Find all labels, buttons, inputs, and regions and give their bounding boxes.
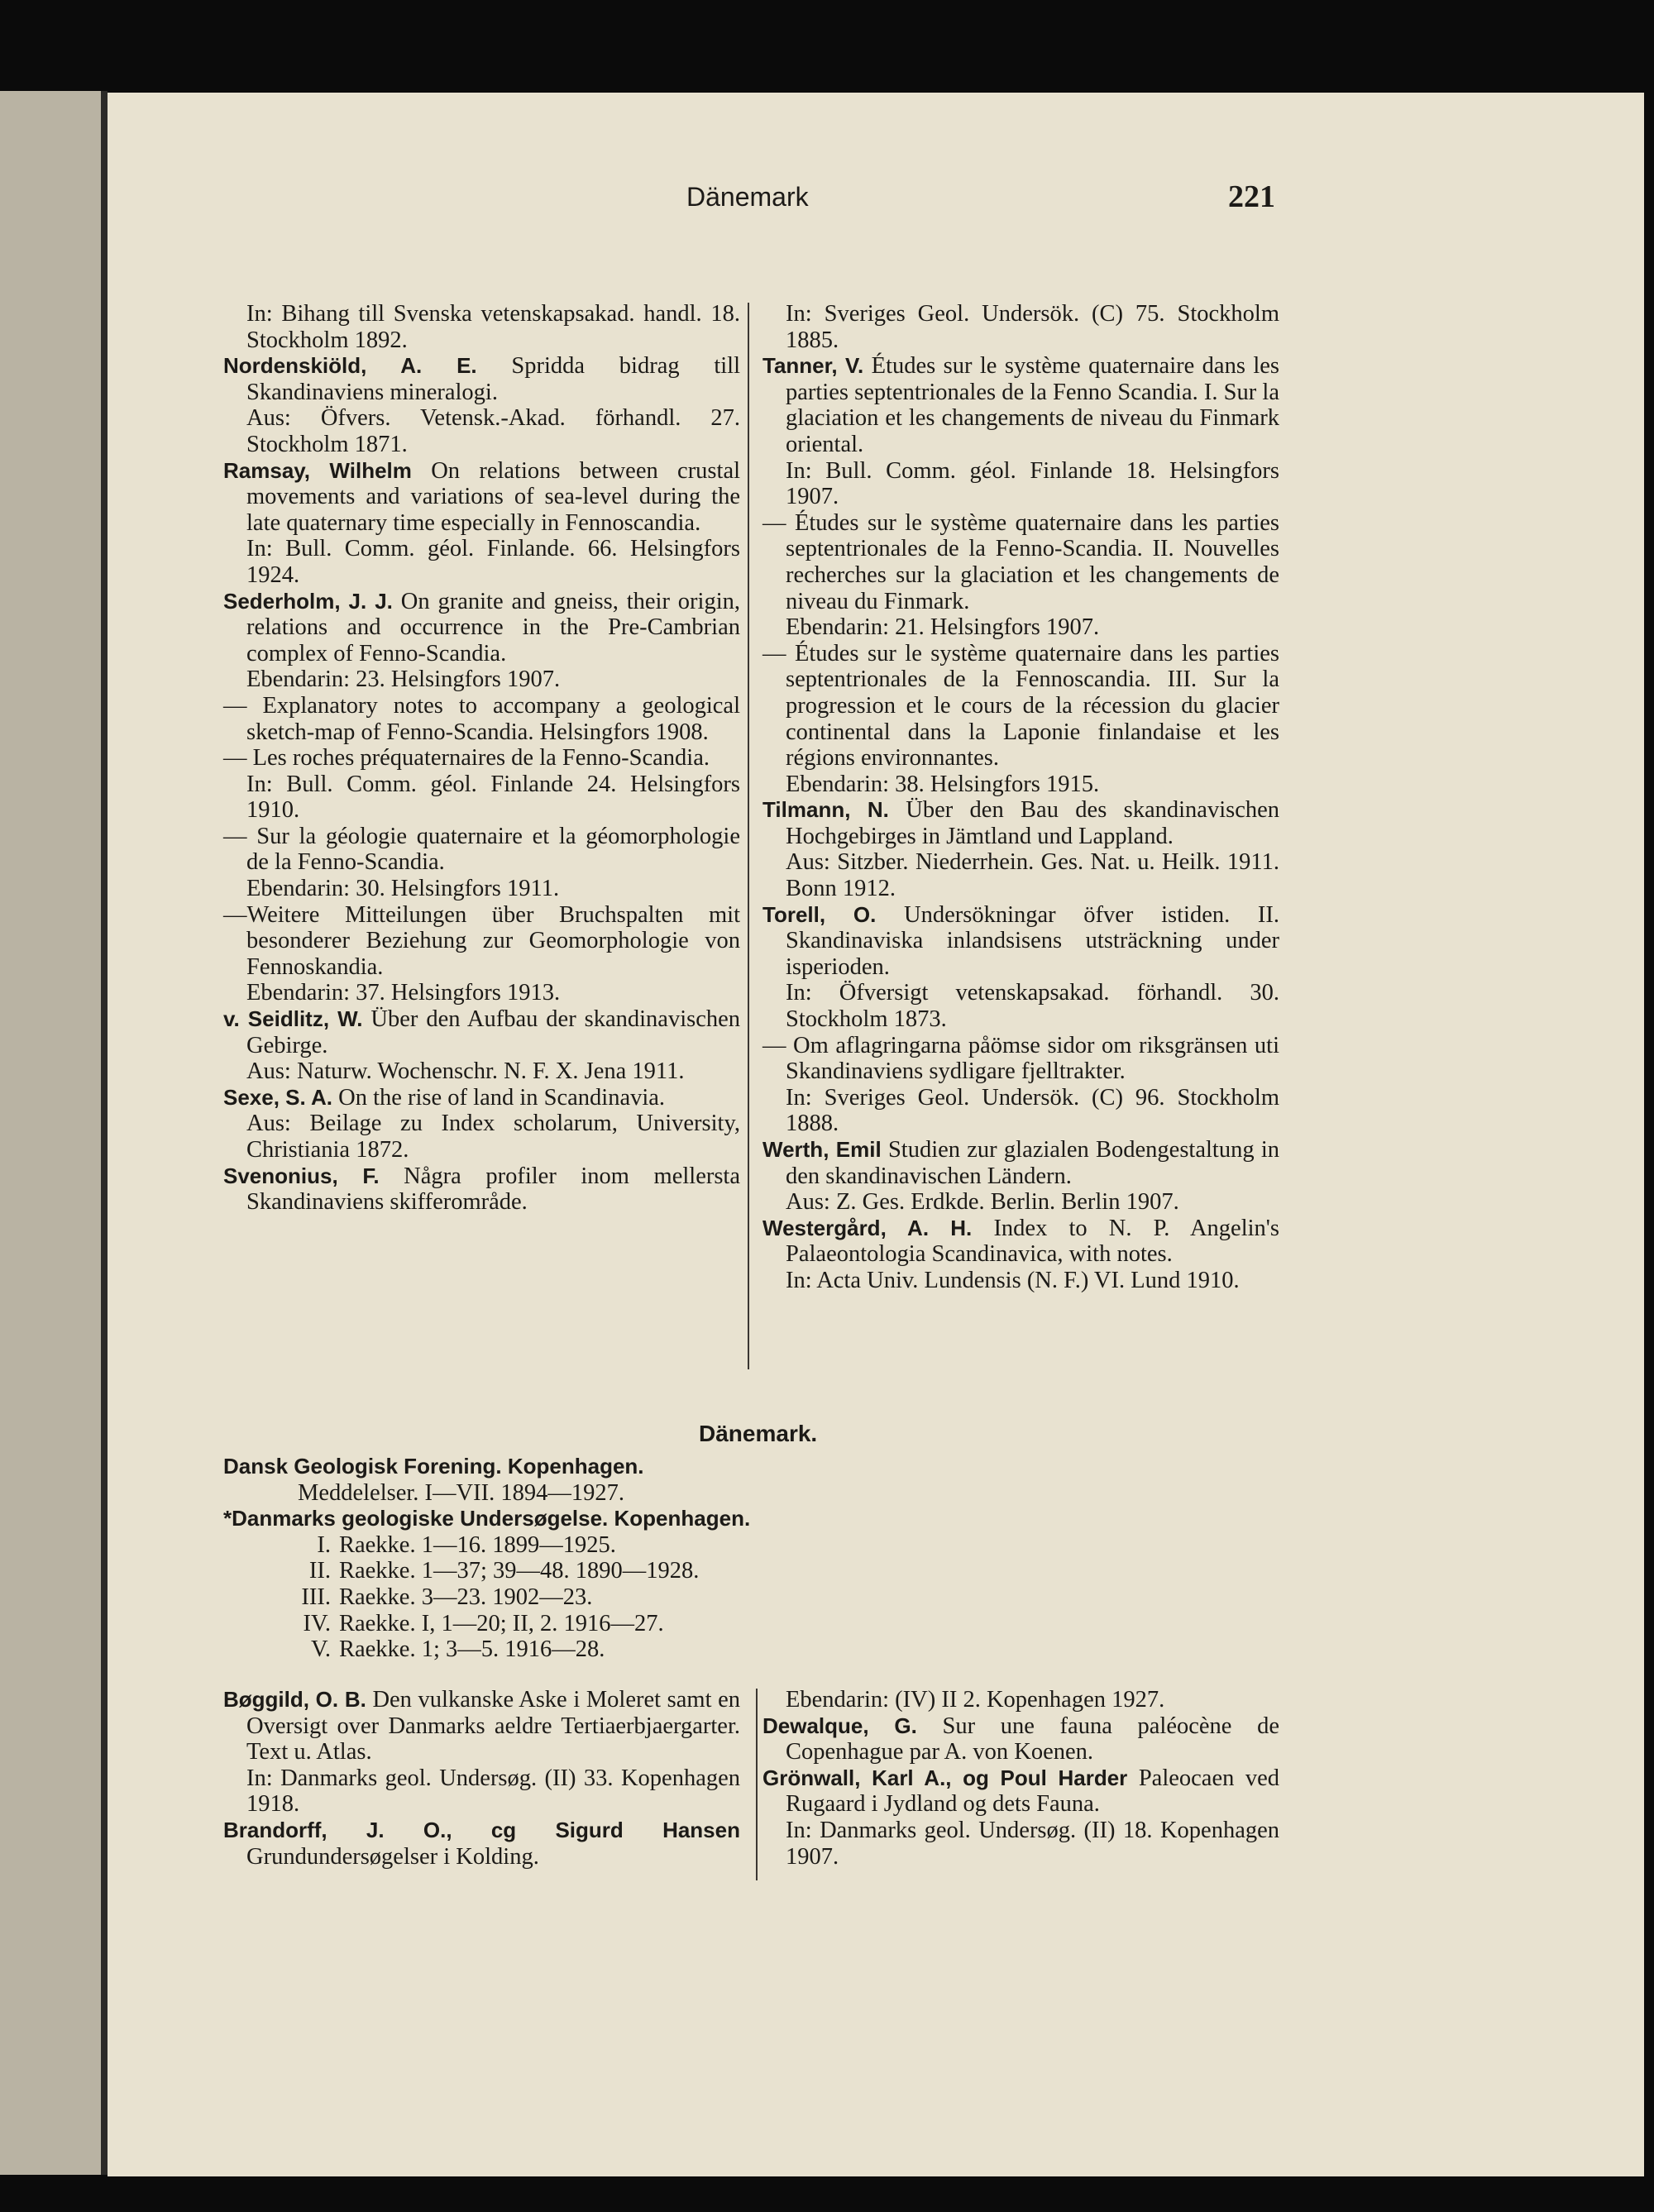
- entry-text: Ebendarin: 30. Helsingfors 1911.: [246, 876, 560, 902]
- entry-text: — Études sur le système quaternaire dans les parties septentrionales de la Fenno-Scandia. II. Nouvelles recherches sur la glaciation et les changements de niveau du Finmark.: [762, 509, 1279, 614]
- bibliography-source-line: [762, 1268, 1279, 1294]
- society-series: Meddelelser. I—VII. 1894—1927.: [298, 1479, 624, 1506]
- entry-text: —Weitere Mitteilungen über Bruchspalten mit besonderer Beziehung zur Geomorphologie von Fennoskandia.: [223, 901, 740, 980]
- bottom-left-bibliography-column: [223, 1687, 740, 1870]
- bibliography-entry: [223, 1163, 740, 1216]
- entry-text: Grundundersøgelser i Kolding.: [246, 1843, 539, 1870]
- left-bibliography-column: [223, 301, 740, 1216]
- entry-text: Några profiler inom mellersta Skandinaviens skifferområde.: [246, 1163, 740, 1216]
- series-detail: Raekke. 3—23. 1902—23.: [339, 1584, 593, 1610]
- survey-series-row: [223, 1584, 885, 1611]
- entry-text: Über den Bau des skandinavischen Hochgebirges in Jämtland und Lappland.: [786, 797, 1280, 849]
- bibliography-source-line: [762, 849, 1279, 901]
- bibliography-source-line: [762, 1818, 1279, 1870]
- entry-text: Aus: Beilage zu Index scholarum, University, Christiania 1872.: [246, 1111, 740, 1163]
- bibliography-entry: [223, 1085, 740, 1111]
- entry-text: In: Bull. Comm. géol. Finlande 18. Helsingfors 1907.: [786, 457, 1279, 510]
- series-detail: Raekke. 1—16. 1899—1925.: [339, 1531, 616, 1558]
- entry-text: Über den Aufbau der skandinavischen Gebirge.: [246, 1006, 741, 1058]
- entry-author: v. Seidlitz, W.: [223, 1006, 363, 1032]
- survey-series-row: [223, 1636, 885, 1663]
- entry-text: Studien zur glazialen Bodengestaltung in den skandinavischen Ländern.: [786, 1137, 1280, 1189]
- bibliography-source-line: [223, 1765, 740, 1818]
- entry-text: In: Danmarks geol. Undersøg. (II) 33. Kopenhagen 1918.: [246, 1765, 740, 1818]
- entry-text: Ebendarin: 21. Helsingfors 1907.: [786, 614, 1100, 641]
- entry-text: — Om aflagringarna påömse sidor om riksgränsen uti Skandinaviens sydligare fjelltrakter.: [762, 1032, 1279, 1085]
- bibliography-source-line: [223, 1058, 740, 1085]
- entry-text: Ebendarin: 38. Helsingfors 1915.: [786, 771, 1100, 797]
- entry-text: Index to N. P. Angelin's Palaeontologia Scandinavica, with notes.: [786, 1215, 1280, 1268]
- entry-text: In: Acta Univ. Lundensis (N. F.) VI. Lund 1910.: [786, 1267, 1240, 1293]
- series-number: I.: [317, 1531, 331, 1558]
- entry-text: Aus: Z. Ges. Erdkde. Berlin. Berlin 1907.: [786, 1189, 1179, 1216]
- bibliography-entry: [223, 458, 740, 537]
- entry-author: Ramsay, Wilhelm: [223, 457, 412, 483]
- entry-author: Svenonius, F.: [223, 1163, 380, 1188]
- entry-text: In: Danmarks geol. Undersøg. (II) 18. Kopenhagen 1907.: [786, 1817, 1279, 1870]
- denmark-institutions: [223, 1454, 885, 1663]
- entry-text: Ebendarin: 23. Helsingfors 1907.: [246, 666, 561, 693]
- series-detail: Raekke. I, 1—20; II, 2. 1916—27.: [339, 1610, 664, 1636]
- bibliography-source-line: [223, 980, 740, 1006]
- entry-text: — Études sur le système quaternaire dans les parties septentrionales de la Fennoscandia. III. Sur la progression et le cours de la récession du glacier continental dans la Laponie finlandaise et les régions environnantes.: [762, 640, 1279, 772]
- entry-text: Paleocaen ved Rugaard i Jydland og dets Fauna.: [786, 1765, 1280, 1818]
- bibliography-entry: [223, 824, 740, 876]
- bibliography-entry: [223, 589, 740, 667]
- survey-series-row: [223, 1558, 885, 1584]
- entry-author: Nordenskiöld, A. E.: [223, 353, 477, 379]
- entry-text: — Les roches préquaternaires de la Fenno-Scandia.: [223, 745, 710, 772]
- bibliography-entry: [762, 641, 1279, 772]
- entry-text: Aus: Öfvers. Vetensk.-Akad. förhandl. 27. Stockholm 1871.: [246, 405, 740, 457]
- entry-text: Aus: Sitzber. Niederrhein. Ges. Nat. u. Heilk. 1911. Bonn 1912.: [786, 849, 1279, 902]
- entry-text: On granite and gneiss, their origin, relations and occurrence in the Pre-Cambrian complex of Fenno-Scandia.: [246, 588, 741, 666]
- bibliography-entry: [762, 1713, 1279, 1765]
- entry-text: On relations between crustal movements and variations of sea-level during the late quaternary time especially in Fennoscandia.: [246, 457, 741, 536]
- bibliography-source-line: [223, 772, 740, 824]
- entry-text: Den vulkanske Aske i Moleret samt en Oversigt over Danmarks aeldre Tertiaerbjaergarter. Text u. Atlas.: [246, 1687, 741, 1765]
- entry-text: In: Bull. Comm. géol. Finlande. 66. Helsingfors 1924.: [246, 536, 740, 588]
- bibliography-source-line: [762, 772, 1279, 798]
- bibliography-entry: [762, 1137, 1279, 1189]
- entry-text: In: Sveriges Geol. Undersök. (C) 75. Stockholm 1885.: [786, 301, 1279, 353]
- entry-author: Dewalque, G.: [762, 1713, 917, 1738]
- column-divider-bottom: [756, 1689, 758, 1880]
- entry-text: Spridda bidrag till Skandinaviens mineralogi.: [246, 353, 741, 405]
- bibliography-source-line: [223, 405, 740, 457]
- bibliography-source-line: [762, 980, 1279, 1032]
- bibliography-entry: [223, 902, 740, 981]
- entry-text: On the rise of land in Scandinavia.: [338, 1084, 666, 1111]
- entry-text: In: Bihang till Svenska vetenskapsakad. handl. 18. Stockholm 1892.: [246, 301, 740, 353]
- bibliography-entry: [762, 797, 1279, 849]
- entry-author: Tanner, V.: [762, 353, 864, 379]
- entry-text: In: Sveriges Geol. Undersök. (C) 96. Stockholm 1888.: [786, 1084, 1279, 1137]
- entry-text: Aus: Naturw. Wochenschr. N. F. X. Jena 1911.: [246, 1058, 685, 1085]
- bibliography-source-line: [762, 301, 1279, 353]
- bibliography-entry: [223, 745, 740, 772]
- book-gutter: [101, 91, 108, 2175]
- entry-author: Torell, O.: [762, 901, 877, 927]
- survey-series-row: [223, 1611, 885, 1637]
- bibliography-source-line: [223, 1111, 740, 1163]
- entry-text: Études sur le système quaternaire dans les parties septentrionales de la Fenno Scandia. I. Sur la glaciation et les changements de niveau du Finmark oriental.: [786, 353, 1279, 457]
- society-name: Dansk Geologisk Forening. Kopenhagen.: [223, 1454, 644, 1479]
- bibliography-source-line: [762, 614, 1279, 641]
- bibliography-entry: [223, 1818, 740, 1870]
- bibliography-entry: [762, 510, 1279, 614]
- entry-text: Sur une fauna paléocène de Copenhague par A. von Koenen.: [786, 1713, 1279, 1765]
- bibliography-source-line: [223, 301, 740, 353]
- bibliography-entry: [223, 1687, 740, 1765]
- entry-author: Brandorff, J. O., cg Sigurd Hansen: [223, 1817, 740, 1842]
- entry-text: Ebendarin: 37. Helsingfors 1913.: [246, 980, 561, 1006]
- entry-author: Westergård, A. H.: [762, 1215, 973, 1240]
- bibliography-entry: [762, 1765, 1279, 1818]
- bibliography-source-line: [762, 1687, 1279, 1713]
- entry-text: — Explanatory notes to accompany a geological sketch-map of Fenno-Scandia. Helsingfors 1908.: [223, 692, 740, 745]
- entry-text: In: Öfversigt vetenskapsakad. förhandl. 30. Stockholm 1873.: [786, 980, 1279, 1033]
- entry-author: Werth, Emil: [762, 1137, 882, 1162]
- survey-series-list: [223, 1532, 885, 1663]
- bibliography-source-line: [223, 536, 740, 588]
- entry-text: In: Bull. Comm. géol. Finlande 24. Helsingfors 1910.: [246, 771, 740, 824]
- bottom-right-bibliography-column: [762, 1687, 1279, 1870]
- bibliography-entry: [223, 353, 740, 405]
- right-bibliography-column: [762, 301, 1279, 1294]
- bibliography-entry: [223, 1006, 740, 1058]
- series-number: V.: [310, 1636, 331, 1663]
- survey-name: *Danmarks geologiske Undersøgelse. Kopenhagen.: [223, 1506, 751, 1531]
- entry-author: Sexe, S. A.: [223, 1084, 332, 1110]
- column-divider: [748, 303, 749, 1369]
- entry-text: — Sur la géologie quaternaire et la géomorphologie de la Fenno-Scandia.: [223, 823, 740, 876]
- entry-author: Bøggild, O. B.: [223, 1687, 366, 1712]
- entry-author: Tilmann, N.: [762, 797, 889, 823]
- bibliography-source-line: [762, 1189, 1279, 1216]
- series-number: III.: [301, 1584, 331, 1610]
- running-title: Dänemark: [686, 182, 809, 212]
- entry-author: Sederholm, J. J.: [223, 588, 393, 614]
- bibliography-entry: [223, 693, 740, 745]
- bibliography-source-line: [762, 1085, 1279, 1137]
- bibliography-source-line: [762, 458, 1279, 510]
- bibliography-entry: [762, 353, 1279, 457]
- entry-author: Grönwall, Karl A., og Poul Harder: [762, 1765, 1128, 1790]
- entry-text: Ebendarin: (IV) II 2. Kopenhagen 1927.: [786, 1687, 1165, 1713]
- bibliography-entry: [762, 1033, 1279, 1085]
- series-number: II.: [308, 1558, 331, 1584]
- entry-text: Undersökningar öfver istiden. II. Skandinaviska inlandsisens utsträckning under isperioden.: [786, 901, 1280, 980]
- survey-series-row: [223, 1532, 885, 1559]
- bibliography-source-line: [223, 666, 740, 693]
- page-number: 221: [1228, 179, 1275, 214]
- series-detail: Raekke. 1—37; 39—48. 1890—1928.: [339, 1558, 700, 1584]
- section-heading: Dänemark.: [699, 1421, 818, 1446]
- left-page-edge: [0, 91, 101, 2175]
- bibliography-source-line: [223, 876, 740, 902]
- series-number: IV.: [303, 1610, 331, 1636]
- bibliography-entry: [762, 1216, 1279, 1268]
- bibliography-entry: [762, 902, 1279, 981]
- series-detail: Raekke. 1; 3—5. 1916—28.: [339, 1636, 605, 1663]
